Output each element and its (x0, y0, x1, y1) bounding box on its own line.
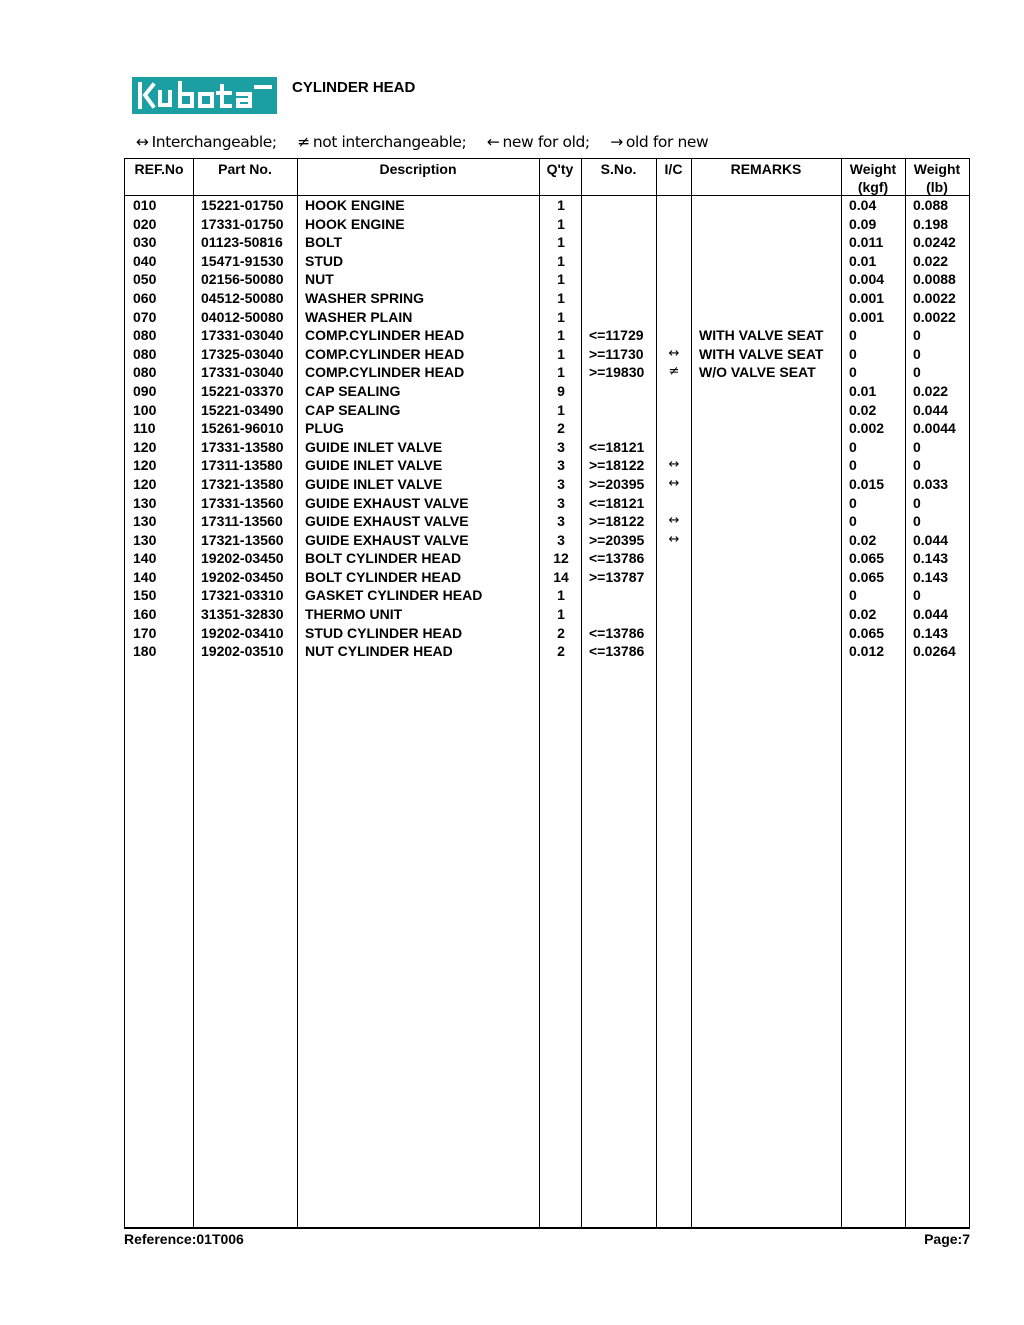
footer-reference: Reference:01T006 (124, 1231, 244, 1247)
header-description: Description (379, 161, 457, 177)
qty-cell: 3 (557, 438, 565, 455)
weight-kgf-cell: 0 (849, 587, 857, 604)
part-no-cell: 15221-03490 (201, 401, 284, 418)
ref-cell: 070 (133, 308, 157, 325)
table-row (125, 308, 969, 327)
ref-cell: 120 (133, 438, 157, 455)
ic-symbol-cell: ≠ (668, 364, 680, 380)
table-row (125, 475, 969, 494)
description-cell: THERMO UNIT (305, 606, 403, 623)
description-cell: WASHER SPRING (305, 289, 425, 306)
weight-lb-cell: 0.033 (913, 475, 949, 492)
serial-number-cell: >=20395 (589, 475, 645, 492)
part-no-cell: 17331-03040 (201, 364, 284, 381)
qty-cell: 1 (557, 345, 565, 362)
qty-cell: 12 (553, 550, 569, 567)
qty-cell: 3 (557, 531, 565, 548)
weight-kgf-cell: 0.02 (849, 401, 877, 418)
qty-cell: 1 (557, 587, 565, 604)
description-cell: NUT (305, 271, 334, 288)
serial-number-cell: >=19830 (589, 364, 645, 381)
description-cell: NUT CYLINDER HEAD (305, 643, 453, 660)
part-no-cell: 31351-32830 (201, 606, 284, 623)
kubota-logo (132, 77, 277, 114)
weight-lb-cell: 0.022 (913, 382, 949, 399)
serial-number-cell: <=18121 (589, 494, 645, 511)
header-remarks: REMARKS (730, 161, 802, 177)
table-row (125, 605, 969, 624)
part-no-cell: 17311-13580 (201, 457, 283, 474)
qty-cell: 1 (557, 606, 565, 623)
qty-cell: 2 (557, 420, 565, 437)
qty-cell: 1 (557, 215, 565, 232)
header-weight-lb-line2: (lb) (926, 179, 948, 195)
part-no-cell: 17331-13580 (201, 438, 284, 455)
weight-kgf-cell: 0 (849, 438, 857, 455)
part-no-cell: 04512-50080 (201, 289, 284, 306)
ref-cell: 080 (133, 364, 157, 381)
weight-kgf-cell: 0.015 (849, 475, 885, 492)
part-no-cell: 02156-50080 (201, 271, 284, 288)
header-sno: S.No. (600, 161, 637, 177)
description-cell: COMP.CYLINDER HEAD (305, 364, 465, 381)
description-cell: GUIDE INLET VALVE (305, 475, 443, 492)
table-row (125, 233, 969, 252)
qty-cell: 3 (557, 494, 565, 511)
table-row (125, 456, 969, 475)
weight-lb-cell: 0.0242 (913, 234, 956, 251)
weight-lb-cell: 0 (913, 327, 921, 344)
ref-cell: 120 (133, 457, 157, 474)
weight-lb-cell: 0.044 (913, 401, 949, 418)
table-row (125, 326, 969, 345)
part-no-cell: 19202-03450 (201, 568, 284, 585)
qty-cell: 1 (557, 197, 565, 213)
part-no-cell: 04012-50080 (201, 308, 284, 325)
description-cell: GUIDE INLET VALVE (305, 438, 443, 455)
weight-kgf-cell: 0.001 (849, 289, 885, 306)
description-cell: GUIDE EXHAUST VALVE (305, 531, 469, 548)
weight-lb-cell: 0.0022 (913, 308, 956, 325)
weight-kgf-cell: 0.02 (849, 606, 877, 623)
weight-lb-cell: 0.198 (913, 215, 949, 232)
header-ref: REF.No (134, 161, 184, 177)
description-cell: GUIDE EXHAUST VALVE (305, 494, 469, 511)
part-no-cell: 17311-13560 (201, 513, 283, 530)
header-qty: Q'ty (546, 161, 574, 177)
weight-kgf-cell: 0.012 (849, 643, 885, 660)
legend-interchangeable: ↔ Interchangeable; (136, 133, 277, 151)
part-no-cell: 19202-03410 (201, 624, 284, 641)
table-row (125, 401, 969, 420)
ic-symbol-cell: ↔ (668, 531, 680, 547)
part-no-cell: 15221-03370 (201, 382, 284, 399)
ic-symbol-cell: ↔ (668, 513, 680, 529)
table-row (125, 252, 969, 271)
table-row (125, 419, 969, 438)
weight-kgf-cell: 0.065 (849, 568, 885, 585)
weight-kgf-cell: 0.04 (849, 197, 877, 213)
table-row (125, 382, 969, 401)
serial-number-cell: >=18122 (589, 457, 645, 474)
weight-kgf-cell: 0.011 (849, 234, 884, 251)
qty-cell: 1 (557, 327, 565, 344)
ref-cell: 030 (133, 234, 157, 251)
serial-number-cell: >=11730 (589, 345, 644, 362)
header-weight-lb-line1: Weight (913, 161, 961, 177)
weight-lb-cell: 0 (913, 494, 921, 511)
description-cell: COMP.CYLINDER HEAD (305, 345, 465, 362)
table-row (125, 494, 969, 513)
description-cell: CAP SEALING (305, 382, 401, 399)
interchangeability-legend (136, 133, 724, 151)
ref-cell: 080 (133, 345, 157, 362)
table-row (125, 270, 969, 289)
part-no-cell: 15471-91530 (201, 252, 284, 269)
table-row (125, 196, 969, 215)
qty-cell: 1 (557, 308, 565, 325)
weight-lb-cell: 0.0022 (913, 289, 956, 306)
description-cell: BOLT CYLINDER HEAD (305, 568, 462, 585)
qty-cell: 1 (557, 401, 565, 418)
weight-lb-cell: 0 (913, 457, 921, 474)
remarks-cell: WITH VALVE SEAT (699, 345, 824, 362)
qty-cell: 3 (557, 513, 565, 530)
ref-cell: 130 (133, 513, 157, 530)
table-row (125, 568, 969, 587)
table-body (125, 196, 969, 661)
qty-cell: 1 (557, 364, 565, 381)
part-no-cell: 17321-13560 (201, 531, 284, 548)
ref-cell: 160 (133, 606, 157, 623)
header-ic: I/C (664, 161, 683, 177)
ref-cell: 060 (133, 289, 157, 306)
part-no-cell: 17321-13580 (201, 475, 284, 492)
ref-cell: 090 (133, 382, 157, 399)
ref-cell: 120 (133, 475, 157, 492)
weight-lb-cell: 0 (913, 513, 921, 530)
weight-lb-cell: 0 (913, 364, 921, 381)
serial-number-cell: <=13786 (589, 624, 645, 641)
header-part-no: Part No. (218, 161, 272, 177)
description-cell: STUD CYLINDER HEAD (305, 624, 463, 641)
ref-cell: 180 (133, 643, 157, 660)
qty-cell: 1 (557, 289, 565, 306)
weight-lb-cell: 0.044 (913, 606, 949, 623)
weight-kgf-cell: 0.065 (849, 550, 885, 567)
ic-symbol-cell: ↔ (668, 457, 680, 473)
ref-cell: 170 (133, 624, 157, 641)
description-cell: HOOK ENGINE (305, 215, 405, 232)
header-weight-kgf-line2: (kgf) (857, 179, 889, 195)
weight-lb-cell: 0.0044 (913, 420, 956, 437)
table-row (125, 549, 969, 568)
part-no-cell: 15261-96010 (201, 420, 284, 437)
table-row (125, 345, 969, 364)
part-no-cell: 01123-50816 (201, 234, 283, 251)
weight-lb-cell: 0.044 (913, 531, 949, 548)
serial-number-cell: <=11729 (589, 327, 644, 344)
weight-lb-cell: 0.0264 (913, 643, 956, 660)
ref-cell: 080 (133, 327, 157, 344)
part-no-cell: 17331-01750 (201, 215, 284, 232)
ref-cell: 010 (133, 197, 157, 213)
table-row (125, 624, 969, 643)
weight-kgf-cell: 0.02 (849, 531, 877, 548)
legend-old-for-new: → old for new (610, 133, 709, 151)
part-no-cell: 17325-03040 (201, 345, 284, 362)
page-title: CYLINDER HEAD (292, 79, 416, 96)
table-row (125, 512, 969, 531)
weight-kgf-cell: 0 (849, 327, 857, 344)
part-no-cell: 17321-03310 (201, 587, 284, 604)
ref-cell: 110 (133, 420, 156, 437)
weight-kgf-cell: 0.09 (849, 215, 877, 232)
legend-new-for-old: ← new for old; (486, 133, 590, 151)
weight-lb-cell: 0 (913, 345, 921, 362)
serial-number-cell: >=20395 (589, 531, 645, 548)
weight-lb-cell: 0 (913, 438, 921, 455)
ic-symbol-cell: ↔ (668, 345, 680, 361)
ref-cell: 130 (133, 531, 157, 548)
weight-lb-cell: 0.088 (913, 197, 949, 213)
weight-lb-cell: 0.143 (913, 568, 949, 585)
serial-number-cell: >=13787 (589, 568, 645, 585)
weight-lb-cell: 0.143 (913, 550, 949, 567)
description-cell: COMP.CYLINDER HEAD (305, 327, 465, 344)
remarks-cell: WITH VALVE SEAT (699, 327, 824, 344)
ref-cell: 050 (133, 271, 157, 288)
description-cell: STUD (305, 252, 344, 269)
part-no-cell: 19202-03450 (201, 550, 284, 567)
serial-number-cell: <=13786 (589, 550, 645, 567)
header-weight-kgf-line1: Weight (849, 161, 897, 177)
weight-kgf-cell: 0.065 (849, 624, 885, 641)
footer-page-number: Page:7 (924, 1231, 970, 1247)
qty-cell: 3 (557, 457, 565, 474)
qty-cell: 2 (557, 624, 565, 641)
description-cell: PLUG (305, 420, 344, 437)
ref-cell: 140 (133, 568, 157, 585)
header-weight-kgf (841, 160, 905, 196)
qty-cell: 1 (557, 271, 565, 288)
qty-cell: 9 (557, 382, 565, 399)
weight-lb-cell: 0.143 (913, 624, 949, 641)
parts-table (124, 158, 970, 1229)
part-no-cell: 19202-03510 (201, 643, 284, 660)
description-cell: BOLT (305, 234, 343, 251)
weight-kgf-cell: 0 (849, 457, 857, 474)
description-cell: CAP SEALING (305, 401, 401, 418)
weight-lb-cell: 0 (913, 587, 921, 604)
ref-cell: 150 (133, 587, 157, 604)
table-row (125, 215, 969, 234)
part-no-cell: 17331-13560 (201, 494, 284, 511)
qty-cell: 1 (557, 234, 565, 251)
ref-cell: 130 (133, 494, 157, 511)
part-no-cell: 17331-03040 (201, 327, 284, 344)
table-row (125, 289, 969, 308)
weight-kgf-cell: 0.001 (849, 308, 885, 325)
table-row (125, 531, 969, 550)
table-row (125, 642, 969, 661)
qty-cell: 3 (557, 475, 565, 492)
table-row (125, 586, 969, 605)
serial-number-cell: <=13786 (589, 643, 645, 660)
description-cell: BOLT CYLINDER HEAD (305, 550, 462, 567)
serial-number-cell: >=18122 (589, 513, 645, 530)
weight-kgf-cell: 0 (849, 513, 857, 530)
description-cell: GUIDE INLET VALVE (305, 457, 443, 474)
weight-kgf-cell: 0.01 (849, 252, 877, 269)
description-cell: WASHER PLAIN (305, 308, 413, 325)
ref-cell: 140 (133, 550, 157, 567)
part-no-cell: 15221-01750 (201, 197, 284, 213)
remarks-cell: W/O VALVE SEAT (699, 364, 816, 381)
ref-cell: 040 (133, 252, 157, 269)
weight-kgf-cell: 0.01 (849, 382, 877, 399)
weight-kgf-cell: 0.004 (849, 271, 885, 288)
weight-kgf-cell: 0 (849, 494, 857, 511)
description-cell: GASKET CYLINDER HEAD (305, 587, 483, 604)
serial-number-cell: <=18121 (589, 438, 645, 455)
weight-lb-cell: 0.0088 (913, 271, 956, 288)
ref-cell: 100 (133, 401, 157, 418)
ic-symbol-cell: ↔ (668, 475, 680, 491)
table-row (125, 363, 969, 382)
qty-cell: 2 (557, 643, 565, 660)
weight-kgf-cell: 0 (849, 345, 857, 362)
table-row (125, 438, 969, 457)
qty-cell: 14 (553, 568, 569, 585)
header-weight-lb (905, 160, 969, 196)
qty-cell: 1 (557, 252, 565, 269)
weight-lb-cell: 0.022 (913, 252, 949, 269)
description-cell: HOOK ENGINE (305, 197, 405, 213)
legend-not-interchangeable: ≠ not interchangeable; (297, 133, 467, 151)
ref-cell: 020 (133, 215, 157, 232)
weight-kgf-cell: 0.002 (849, 420, 885, 437)
weight-kgf-cell: 0 (849, 364, 857, 381)
description-cell: GUIDE EXHAUST VALVE (305, 513, 469, 530)
